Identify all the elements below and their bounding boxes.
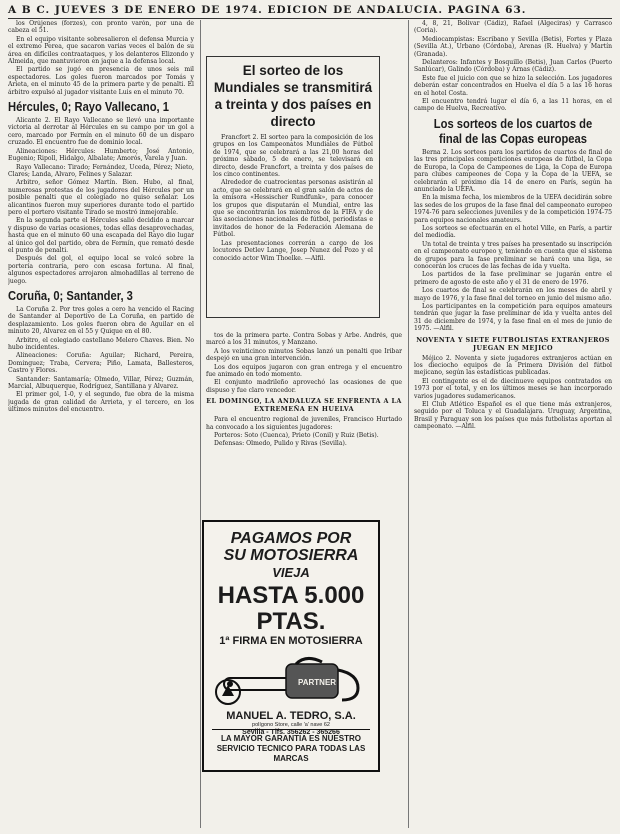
headline-hercules-rayo: Hércules, 0; Rayo Vallecano, 1 (8, 99, 169, 115)
paragraph: Después del gol, el equipo local se volcó sobre la portería contraria, pero con escasa fortuna. Al final, algunos espectadores arrojaron almohadillas al terreno de juego. (8, 255, 194, 285)
paragraph: Mediocampistas: Escribano y Sevilla (Betis), Fortes y Plaza (Sevilla At.), Urbano (Córdoba), Arenas (R. Huelva) y Martín (Granada). (414, 35, 612, 58)
paragraph: Santander: Santamaría; Olmedo, Villar, Pérez; Guzmán, Marcial, Albuquerque, Rodríguez, Santillana y Alvarez. (8, 375, 194, 391)
paragraph: los Orújenes (forzes), con pronto varón, por una de cabeza el 51. (8, 20, 194, 35)
column-divider (200, 20, 201, 828)
column-middle (206, 332, 402, 516)
paragraph: Los participantes en la competición para equipos amateurs tendrán que jugar la fase preliminar de ida y vuelta antes del 31 de diciembre de 1974, y la fase final en el mes de junio de 1975. —Alfil. (414, 303, 612, 333)
paragraph: Porteros: Soto (Cuenca), Prieto (Conil) y Ruiz (Betis). (214, 432, 379, 440)
paragraph: A los veinticinco minutos Sobas lanzó un penalti que Iribar despejó en una gran intervención. (206, 347, 402, 363)
column-left (8, 20, 194, 828)
subheadline-andaluza: EL DOMINGO, LA ANDALUZA SE ENFRENTA A LA EXTREMEÑA EN HUELVA (206, 397, 402, 414)
paragraph: Francfort 2. El sorteo para la composición de los grupos en los Campeonatos Mundiales de Fútbol de 1974, que se celebrará a las 21,00 horas del próximo sábado, 5 de enero, se televisará en directo, desde Francfort, a treinta y dos países de los cinco continentes. (213, 134, 373, 179)
paragraph: Alrededor de cuatrocientas personas asistirán al acto, que se celebrará en el gran salón de actos de la emisora «Hessischer Rundfunk», para conocer los grupos que disputarán el Mundial, entre las que se encontrarán los miembros de la FIFA y de las asociaciones nacionales de fútbol, periodistas e invitados de honor de la Federación Alemana de Fútbol. (213, 179, 373, 239)
ad-headline: PAGAMOS POR (230, 530, 352, 547)
paragraph: El conjunto madrileño aprovechó las ocasiones de que dispuso y fue claro vencedor. (206, 379, 402, 394)
paragraph: Delanteros: Infantes y Bosquillo (Betis), Juan Carlos (Puerto Sanlúcar), Galindo (Córdoba) y Arnas (Cádiz). (414, 59, 612, 74)
headline-copas-europeas: Los sorteos de los cuartos de final de las Copas europeas (433, 115, 593, 146)
archive-watermark (380, 520, 402, 720)
page-header: A B C. JUEVES 3 DE ENERO DE 1974. EDICION DE ANDALUCIA. PAGINA 63. (8, 4, 612, 19)
paragraph: Los dos equipos jugaron con gran entrega y el encuentro fue animado en todo momento. (206, 363, 402, 379)
motosierra-advertisement (202, 520, 380, 772)
paragraph: Alineaciones: Coruña: Aguilar; Richard, Pereira, Dominguez; Traba, Cervera; Piño, Lamata, Ballesteros, Castro y Flores. (8, 352, 194, 375)
mundiales-article-box (206, 56, 380, 318)
paragraph: tos de la primera parte. Contra Sobas y Arbe. Andrés, que marcó a los 31 minutos, y Manzano. (206, 332, 402, 347)
paragraph: El encuentro tendrá lugar el día 6, a las 11 horas, en el campo de Huelva, Recreativo. (414, 98, 612, 113)
paragraph: Los sorteos se efectuarán en el hotel Ville, en París, a partir del mediodía. (414, 224, 612, 240)
headline-mundiales: El sorteo de los Mundiales se transmitirá a treinta y dos países en directo (213, 63, 373, 129)
ad-price: HASTA 5.000 PTAS. (217, 582, 365, 635)
paragraph: Méjico 2. Noventa y siete jugadores extranjeros actúan en los dieciocho equipos de la Primera División del fútbol mejicano, según las estadísticas publicadas. (414, 354, 612, 377)
ad-address: polígono Store, calle 'a' nave 62 (252, 722, 330, 728)
paragraph: Alineaciones: Hércules: Humberto; José Antonio, Eugenio; Ripoll, Hidalgo, Albalate; Amorós, Varela y Juan. (8, 147, 194, 163)
ad-shop-name: MANUEL A. TEDRO, S.A. (226, 710, 356, 722)
ad-brand-line: 1ª FIRMA EN MOTOSIERRA (219, 635, 363, 647)
paragraph: 4, 8, 21, Bolivar (Cádiz), Rafael (Algeciras) y Carrasco (Coria). (414, 20, 612, 35)
ad-footer: LA MAYOR GARANTIA ES NUESTRO SERVICIO TECNICO PARA TODAS LAS MARCAS (212, 729, 370, 764)
paragraph: En el equipo visitante sobresalieron el defensa Murcia y el extremo Perea, que sacaron varias veces el balón de su área en difíciles contraataques, y los delanteros Elizondo y Almeida, que mantuvieron en jaque a la defensa local. (8, 35, 194, 66)
headline-coruna-santander: Coruña, 0; Santander, 3 (8, 288, 133, 303)
ad-headline: SU MOTOSIERRA (223, 547, 359, 564)
paragraph: Defensas: Olmedo, Pulido y Rivas (Sevilla). (214, 440, 347, 448)
paragraph: El contingente es el de diecinueve equipos contratados en 1973 por el total, y en los últimos meses se han incorporado varios jugadores sudamericanos. (414, 377, 612, 400)
ad-brand: PARTNER (298, 678, 337, 687)
ad-headline: VIEJA (272, 565, 310, 580)
column-divider (408, 20, 409, 828)
paragraph: Las presentaciones correrán a cargo de los locutores Detlev Lange, Josep Nunez del Pozo y el conocido actor Wim Thoelke. —Alfil. (213, 239, 373, 262)
paragraph: En la segunda parte el Hércules salió decidido a marcar y dispuso de varias ocasiones, todas ellas desaprovechadas, hasta que en el minuto 60 una escapada del Rayo dio lugar al único gol del partido, obra de Fermín, que remató desde el punto de penalti. (8, 217, 194, 254)
paragraph: Este fue el juicio con que se hizo la selección. Los jugadores deberán estar concentrados en Huelva el día 5 a las 16 horas en el hotel Costa. (414, 74, 612, 97)
archive-watermark (380, 60, 402, 200)
paragraph: En la misma fecha, los miembros de la UEFA decidirán sobre las sedes de los grupos de la fase final del campeonato europeo 1974-76 para selecciones juveniles y de la competición 1974-75 para equipos nacionales amateurs. (414, 194, 612, 224)
paragraph: Los cuartos de final se celebrarán en los meses de abril y mayo de 1976, y la fase final del torneo en junio del mismo año. (414, 287, 612, 302)
paragraph: Rayo Vallecano: Tirado; Fernández, Uceda, Pérez; Nieto, Clares; Landa, Alvaro, Felines y Salazar. (8, 163, 194, 178)
paragraph: El primer gol, 1-0, y el segundo, fue obra de la misma jugada de gran calidad de Arrieta, y el tercero, en los últimos minutos del encuentro. (8, 391, 194, 414)
paragraph: Arbitro, señor Gómez Martín. Bien. Hubo, al final, numerosas protestas de los jugadores del Hércules por un posible penalti que el colegiado no quiso señalar. Los alicantinos fueron muy superiores durante todo el partido pero el portero visitante Tirado se mostró inmejorable. (8, 179, 194, 216)
paragraph: La Coruña 2. Por tres goles a cero ha vencido el Racing de Santander al Deportivo de La Coruña, en partido de desplazamiento. Los goles fueron obra de Aguilar en el minuto 20, Alvarez en el 55 y Quique en el 80. (8, 306, 194, 336)
paragraph: Los partidos de la fase preliminar se jugarán entre el primero de agosto de este año y el 31 de enero de 1976. (414, 271, 612, 286)
shop-logo-icon (214, 678, 242, 706)
paragraph: El partido se jugó en presencia de unos seis mil espectadores. Los goles fueron marcados por Tomás y Arieta, en el minuto 45 de la primera parte y de penalti. El árbitro expulsó al jugador visitante Luis en el minuto 70. (8, 66, 194, 96)
paragraph: Un total de treinta y tres países ha presentado su inscripción en el campeonato europeo y, teniendo en cuenta que el sistema de grupos para la fase preliminar se hará con una liga, se conocerán los cruces de las fechas de ida y vuelta. (414, 240, 612, 270)
paragraph: El Club Atlético Español es el que tiene más extranjeros, seguido por el Toluca y el Guadalajara. Uruguay, Argentina, Brasil y Paraguay son los países que más futbolistas aportan al campeonato. —Alfil. (414, 401, 612, 431)
paragraph: Arbitro, el colegiado castellano Melero Chaves. Bien. No hubo incidentes. (8, 336, 194, 352)
column-right (414, 20, 612, 828)
ad-phone: Sevilla - Tlfs. 356262 - 365266 (242, 729, 340, 736)
subheadline-extranjeros-mejico: NOVENTA Y SIETE FUTBOLISTAS EXTRANJEROS JUEGAN EN MEJICO (416, 335, 610, 352)
paragraph: Berna 2. Los sorteos para los partidos de cuartos de final de las tres principales competiciones europeas de fútbol, la Copa de Europa, la Copa de Campeones de Liga, la Copa de Europa para clubes campeones de Copa y la Copa de la UEFA, se celebrarán el próximo día 14 de enero en París, según ha anunciado la UEFA. (414, 148, 612, 193)
paragraph: Alicante 2. El Rayo Vallecano se llevó una importante victoria al derrotar al Hércules en su campo por un gol a cero, marcado por Fermín en el minuto 60 de un disparo cruzado. El encuentro fue de dominio local. (8, 117, 194, 147)
paragraph: Para el encuentro regional de juveniles, Francisco Hurtado ha convocado a los siguientes jugadores: (206, 416, 402, 431)
